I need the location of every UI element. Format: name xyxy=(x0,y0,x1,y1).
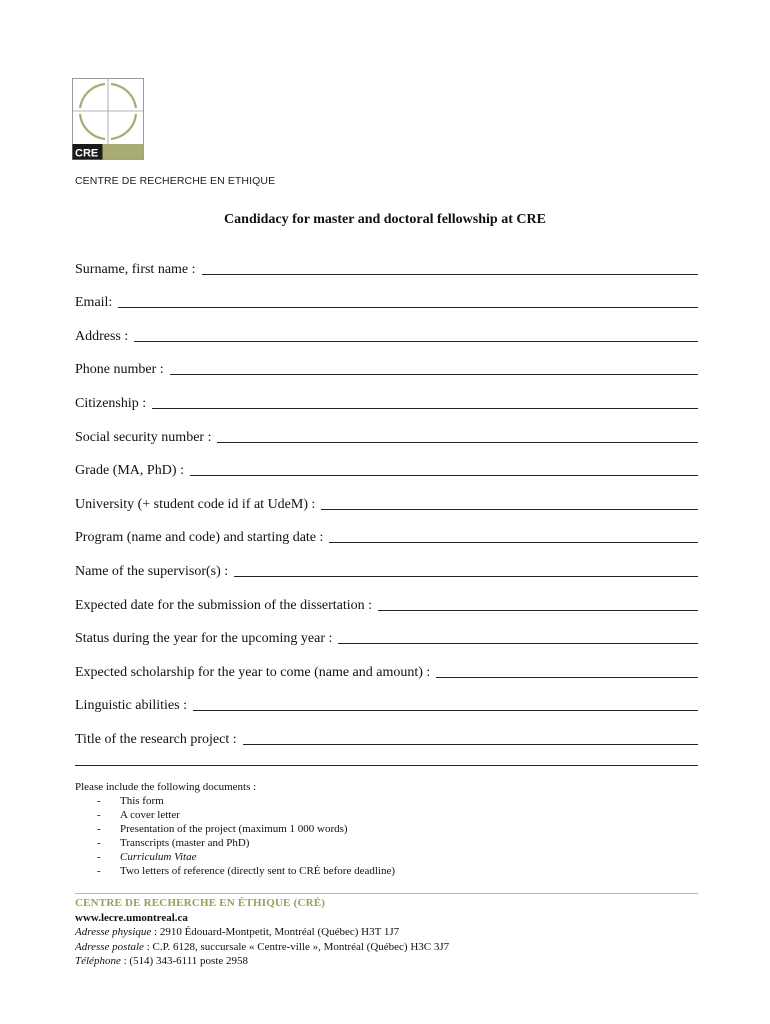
fill-line[interactable] xyxy=(338,629,698,644)
phone-label: Téléphone xyxy=(75,955,121,967)
field-label: Grade (MA, PhD) : xyxy=(75,463,184,479)
bullet: - xyxy=(97,795,101,807)
footer-postal-address xyxy=(75,940,449,955)
list-item: - Two letters of reference (directly sent to CRÉ before deadline) xyxy=(97,865,396,877)
list-item: - A cover letter xyxy=(97,809,180,821)
field-label: Address : xyxy=(75,328,129,344)
field-status xyxy=(75,614,698,648)
field-label: Expected date for the submission of the dissertation : xyxy=(75,597,373,613)
fill-line[interactable] xyxy=(202,260,698,275)
org-name: CENTRE DE RECHERCHE EN ETHIQUE xyxy=(75,175,276,187)
field-label: Title of the research project : xyxy=(75,731,237,747)
footer-physical-address xyxy=(75,925,449,940)
field-submission-date xyxy=(75,580,698,614)
field-label: Program (name and code) and starting date : xyxy=(75,530,324,546)
bullet: - xyxy=(97,865,101,877)
postal-address-label: Adresse postale xyxy=(75,940,144,953)
postal-address-value: : C.P. 6128, succursale « Centre-ville », Montréal (Québec) H3C 3J7 xyxy=(143,940,450,953)
logo-text: CRE xyxy=(75,147,99,160)
footer-divider xyxy=(75,893,698,894)
field-label: Phone number : xyxy=(75,362,164,378)
list-item: - This form xyxy=(97,795,164,807)
fill-line[interactable] xyxy=(378,596,698,611)
bullet: - xyxy=(97,851,101,863)
form-fields xyxy=(75,244,698,748)
cre-logo xyxy=(72,78,144,160)
field-address xyxy=(75,311,698,345)
field-grade xyxy=(75,446,698,480)
list-item: - Transcripts (master and PhD) xyxy=(97,837,250,849)
field-program xyxy=(75,513,698,547)
field-label: Status during the year for the upcoming year : xyxy=(75,631,333,647)
field-label: Linguistic abilities : xyxy=(75,698,187,714)
list-item: - Curriculum Vitae xyxy=(97,851,197,863)
field-ssn xyxy=(75,412,698,446)
fill-line[interactable] xyxy=(321,495,698,510)
bullet: - xyxy=(97,809,101,821)
footer-website-link[interactable]: www.lecre.umontreal.ca xyxy=(75,911,188,924)
field-label: Name of the supervisor(s) : xyxy=(75,563,229,579)
field-phone xyxy=(75,345,698,379)
field-label: Surname, first name : xyxy=(75,261,196,277)
list-item: - Presentation of the project (maximum 1 000 words) xyxy=(97,823,348,835)
field-label: Expected scholarship for the year to come (name and amount) : xyxy=(75,664,431,680)
field-label: Email: xyxy=(75,295,113,311)
form-title: Candidacy for master and doctoral fellowship at CRE xyxy=(224,212,546,227)
fill-line[interactable] xyxy=(134,327,698,342)
bullet: - xyxy=(97,837,101,849)
field-supervisor xyxy=(75,546,698,580)
fill-line[interactable] xyxy=(190,461,698,476)
documents-section xyxy=(75,780,395,878)
fill-line[interactable] xyxy=(217,428,698,443)
fill-line[interactable] xyxy=(234,562,698,577)
physical-address-value: : 2910 Édouard-Montpetit, Montréal (Québec) H3T 1J7 xyxy=(151,926,400,938)
field-surname xyxy=(75,244,698,278)
fill-line[interactable] xyxy=(193,696,698,711)
field-label: Social security number : xyxy=(75,429,212,445)
bullet: - xyxy=(97,823,101,835)
footer-phone xyxy=(75,954,449,969)
field-university xyxy=(75,479,698,513)
field-research-title xyxy=(75,714,698,748)
field-label: Citizenship : xyxy=(75,395,147,411)
physical-address-label: Adresse physique xyxy=(75,926,152,938)
fill-line[interactable] xyxy=(329,528,698,543)
research-title-continuation-line[interactable] xyxy=(75,765,698,766)
field-label: University (+ student code id if at UdeM) : xyxy=(75,496,316,512)
fill-line[interactable] xyxy=(152,394,698,409)
field-citizenship xyxy=(75,378,698,412)
fill-line[interactable] xyxy=(243,730,698,745)
fill-line[interactable] xyxy=(118,293,698,308)
phone-value: : (514) 343-6111 poste 2958 xyxy=(120,955,249,967)
footer xyxy=(75,896,449,969)
fill-line[interactable] xyxy=(436,663,698,678)
documents-list xyxy=(75,794,395,878)
field-email xyxy=(75,278,698,312)
field-linguistic xyxy=(75,681,698,715)
field-scholarship xyxy=(75,647,698,681)
fill-line[interactable] xyxy=(170,360,698,375)
documents-intro: Please include the following documents : xyxy=(75,781,257,793)
footer-org: CENTRE DE RECHERCHE EN ÉTHIQUE (CRÉ) xyxy=(75,897,326,909)
